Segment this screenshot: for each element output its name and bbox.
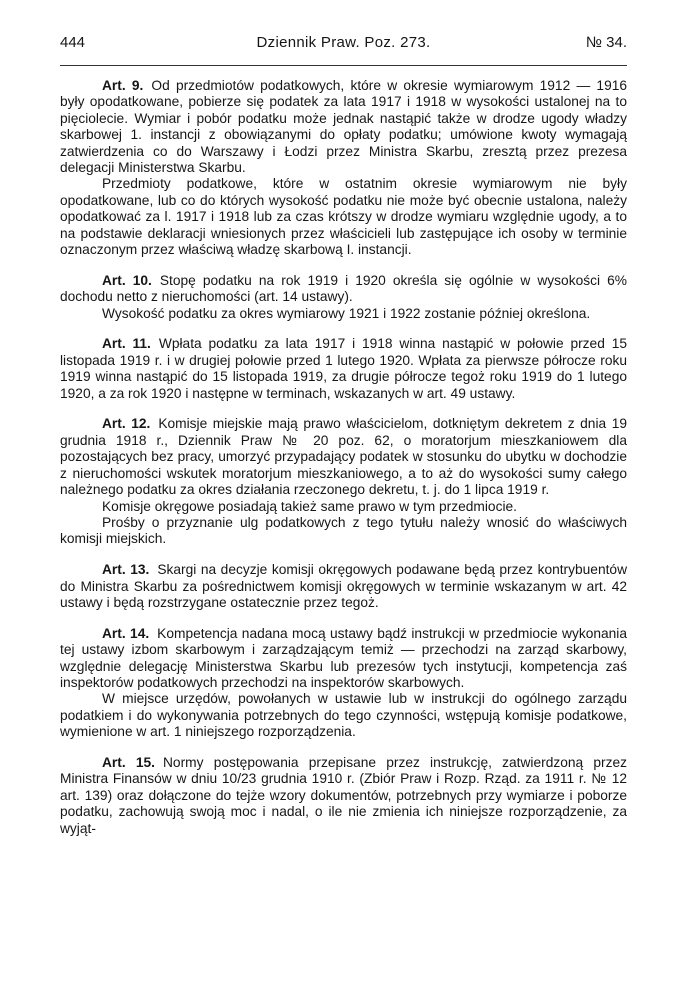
article-14: [60, 626, 627, 692]
article-label: Art. 9.: [102, 78, 144, 93]
article-paragraph: Wysokość podatku za okres wymiarowy 1921 i 1922 zostanie później określona.: [102, 305, 591, 321]
document-body: [60, 78, 627, 837]
article-paragraph: Prośby o przyznanie ulg podatkowych z tego tytułu należy wnosić do właściwych komisji miejskich.: [60, 514, 627, 547]
article-label: Art. 14.: [102, 625, 150, 641]
journal-title: Dziennik Praw. Poz. 273.: [256, 34, 431, 51]
article-label: Art. 11.: [102, 336, 151, 352]
article-text: Od przedmiotów podatkowych, które w okresie wymiarowym 1912 — 1916 były opodatkowane, pobierze się podatek za lata 1917 i 1918 w wysokości ustalonej na to pięciolecie. Wymiar i pobór podatku może jednak nastąpić także w drodze ugody władzy skarbowej 1. instancji z obowiązanymi do opłaty podatku; umówione kwoty wymagają zatwierdzenia co do Warszawy i Łodzi przez Ministra Skarbu, zresztą przez prezesa delegacji Ministerstwa Skarbu.: [60, 78, 628, 176]
article-text: Kompetencja nadana mocą ustawy bądź instrukcji w przedmiocie wykonania tej ustawy izbom skarbowym i zarządzającym temiż — przechodzi na zarząd skarbowy, względnie delegację Ministerstwa Skarbu lub prezesów tych instytucji, kompetencja zaś inspektorów podatkowych przechodzi na inspektorów skarbowych.: [60, 625, 627, 690]
article-text: Skargi na decyzje komisji okręgowych podawane będą przez kontrybuentów do Ministra Skarbu za pośrednictwem komisji okręgowych w terminie wskazanym w art. 42 ustawy i będą rozstrzygane ostatecznie przez tegoż.: [60, 562, 628, 610]
page-number: 444: [60, 34, 86, 51]
article-label: Art. 15.: [102, 754, 155, 770]
article-text: Komisje miejskie mają prawo właścicielom, dotkniętym dekretem z dnia 19 grudnia 1918 r., Dziennik Praw № 20 poz. 62, o moratorjum mieszkaniowem dla pozostających bez pracy, umorzyć przypadający podatek w stosunku do ubytku w dochodzie z nieruchomości wskutek moratorjum mieszkaniowego, a to aż do wysokości sumy całego należnego podatku za okres działania rzeczonego dekretu, t. j. do 1 lipca 1919 r.: [60, 416, 627, 498]
article-text: Wpłata podatku za lata 1917 i 1918 winna nastąpić w połowie przed 15 listopada 1919 r. i w drugiej połowie przed 1 lutego 1920. Wpłata za pierwsze półrocze roku 1919 winna nastąpić do 15 listopada 1919, za drugie półrocze tegoż roku 1919 do 1 lutego 1920, a za rok 1920 i następne w terminach, wskazanych w art. 49 ustawy.: [60, 336, 627, 401]
article-10: [60, 273, 627, 306]
article-label: Art. 12.: [102, 416, 151, 432]
article-text: Normy postępowania przepisane przez instrukcję, zatwierdzoną przez Ministra Finansów w dniu 10/23 grudnia 1910 r. (Zbiór Praw i Rozp. Rząd. za 1911 r. № 12 art. 139) oraz dołączone do tejże wzory dokumentów, potrzebnych przy wymiarze i poborze podatku, zachowują swoją moc i nadal, o ile nie zmienia ich niniejsze rozporządzenie, za wyjąt-: [60, 754, 627, 836]
header-rule: [60, 65, 627, 66]
article-15: [60, 755, 627, 837]
article-12: [60, 416, 627, 498]
article-13: [60, 562, 627, 611]
issue-number: № 34.: [585, 34, 627, 51]
article-label: Art. 13.: [102, 562, 150, 578]
article-text: Stopę podatku na rok 1919 i 1920 określa się ogólnie w wysokości 6% dochodu netto z nieruchomości (art. 14 ustawy).: [60, 272, 627, 305]
article-9: [60, 78, 627, 176]
article-11: [60, 336, 627, 402]
article-label: Art. 10.: [102, 272, 152, 288]
article-paragraph: Komisje okręgowe posiadają takież same prawo w tym przedmiocie.: [102, 498, 517, 514]
article-paragraph: Przedmioty podatkowe, które w ostatnim okresie wymiarowym nie były opodatkowane, lub co do których wysokość podatku nie może być obecnie ustalona, należy opodatkować za l. 1917 i 1918 lub za czas krótszy w drodze wymiaru względnie ugody, a to na podstawie deklaracji wniesionych przez właścicieli lub zastępujące ich osoby w terminie oznaczonym przez właściwą władzę skarbową I. instancji.: [60, 176, 627, 258]
page-header: [60, 34, 627, 56]
article-paragraph: W miejsce urzędów, powołanych w ustawie lub w instrukcji do ogólnego zarządu podatkiem i do wykonywania potrzebnych do tego czynności, wstępują komisje podatkowe, wymienione w art. 1 niniejszego rozporządzenia.: [60, 691, 627, 740]
